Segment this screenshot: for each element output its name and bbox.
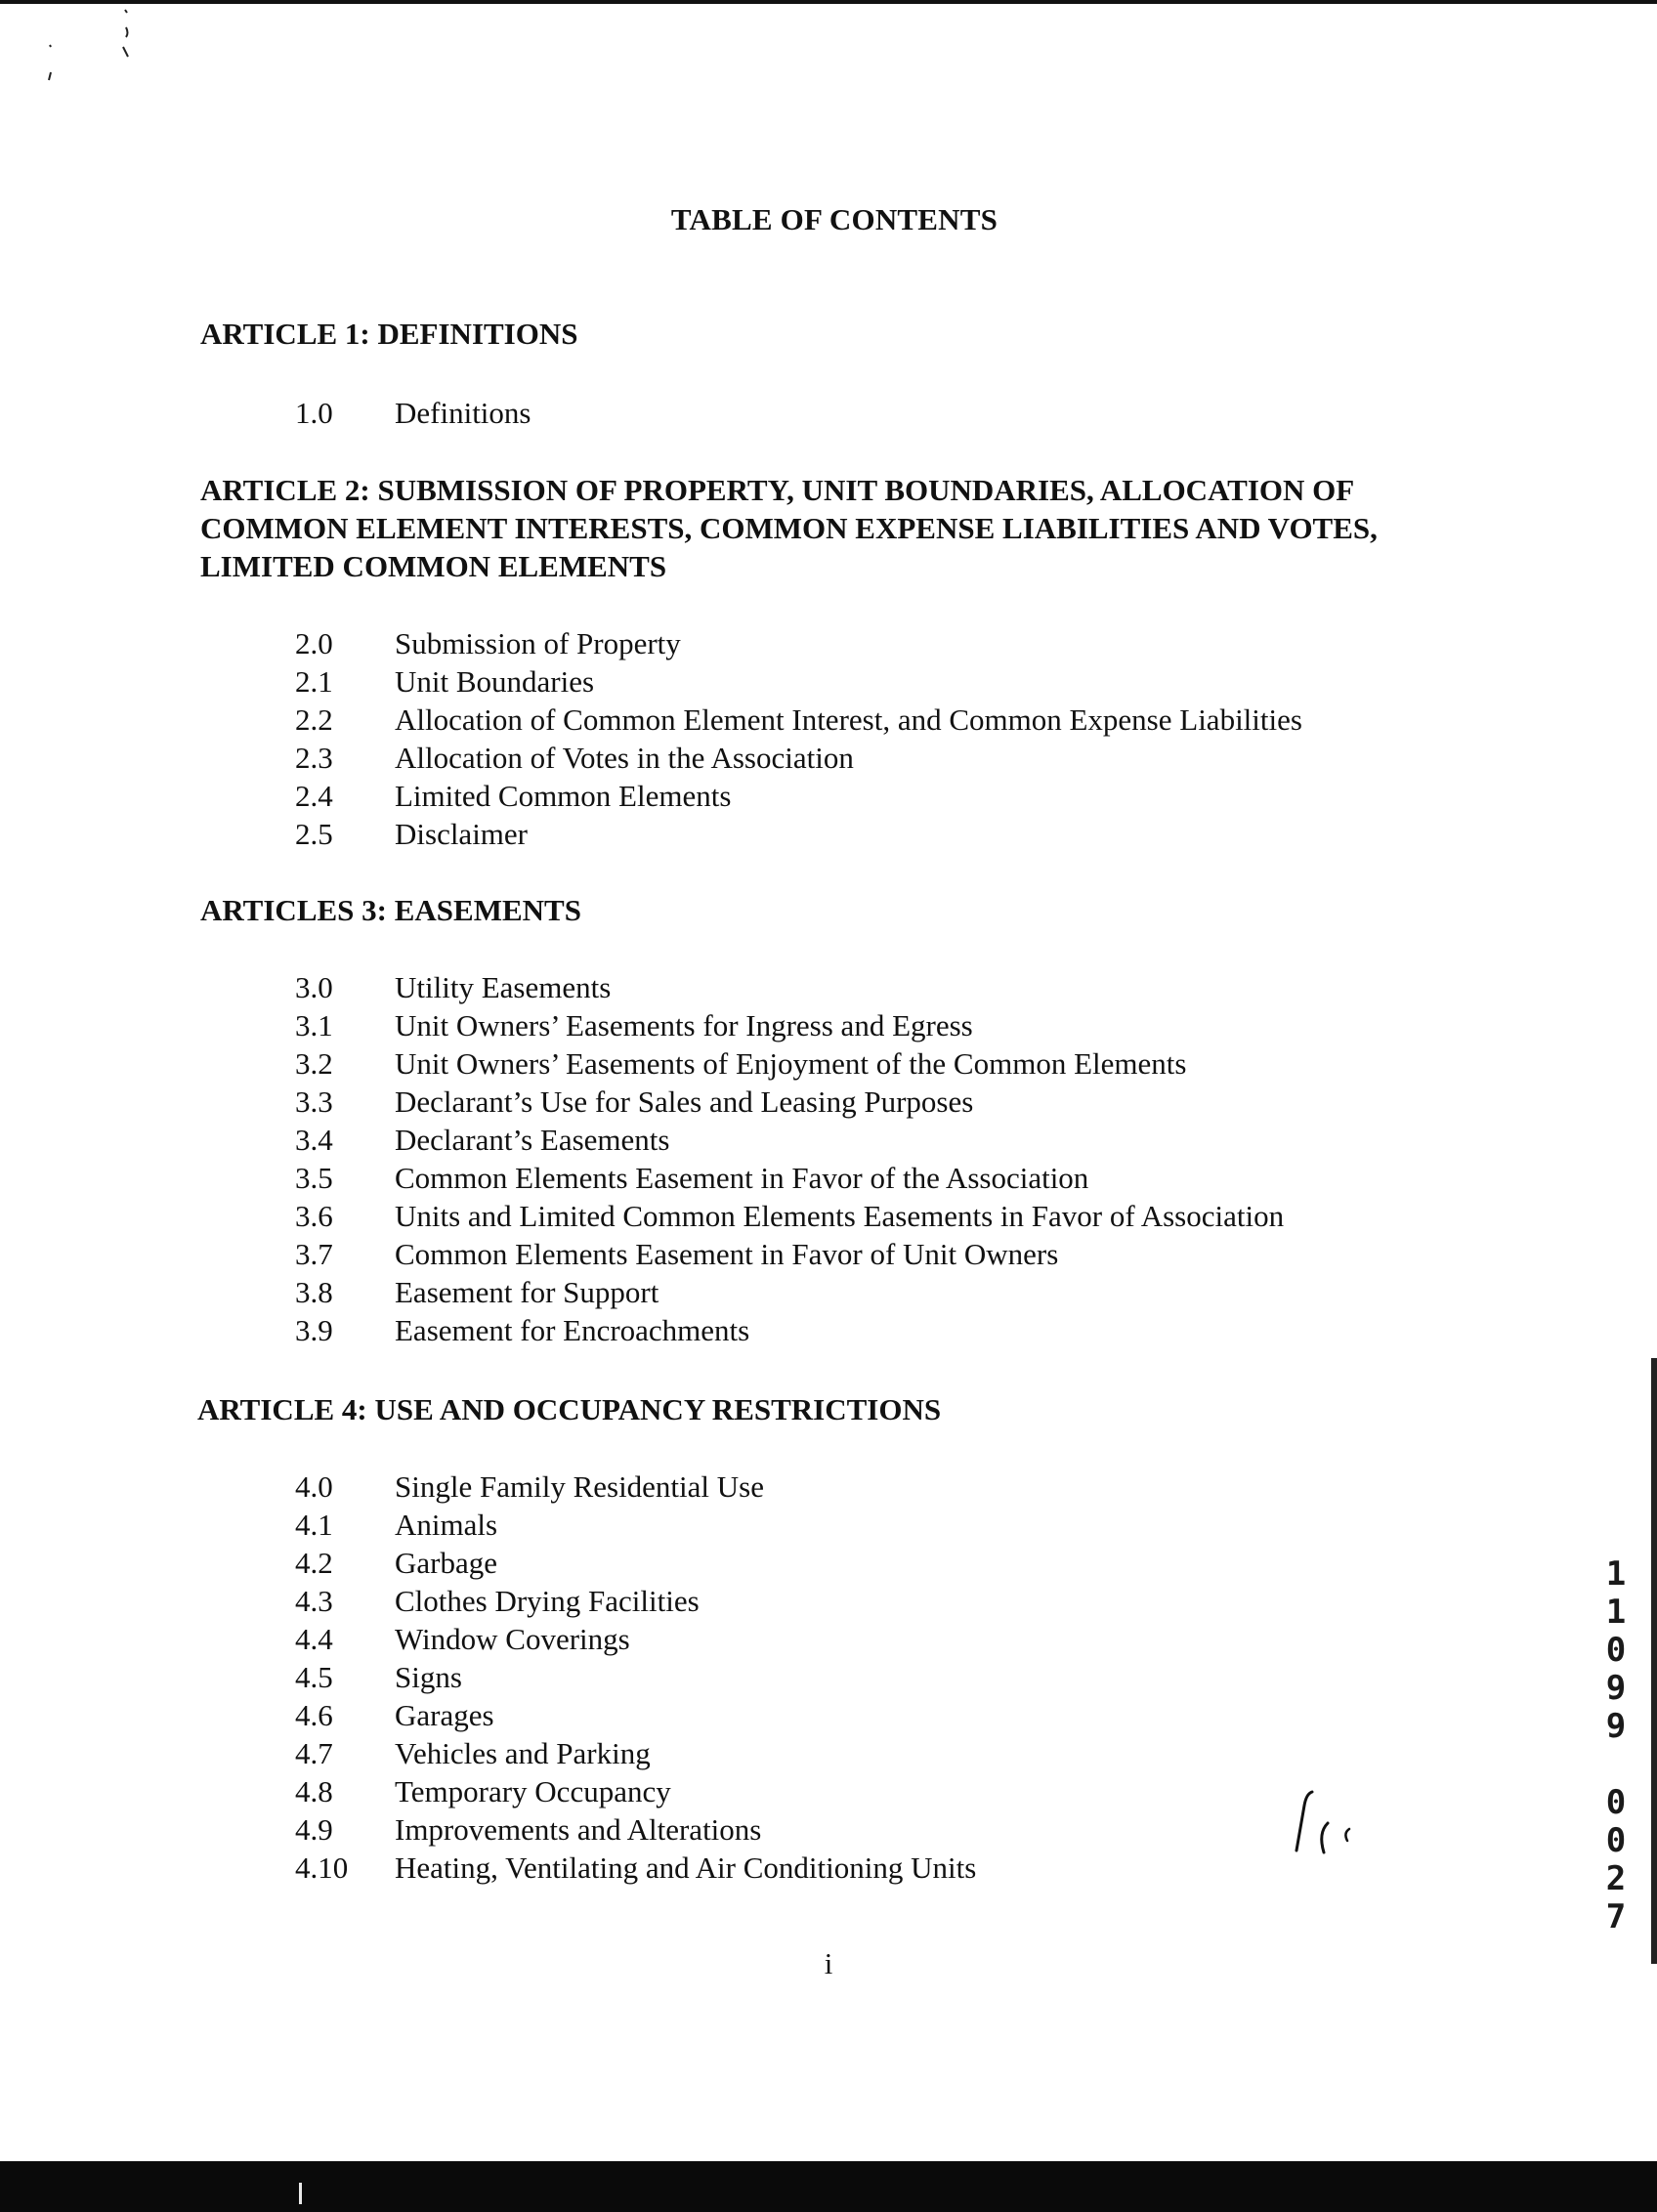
bates-digit: 9	[1605, 1707, 1627, 1746]
section-title: Declarant’s Use for Sales and Leasing Purposes	[395, 1085, 974, 1119]
toc-entry-3-8	[295, 1273, 659, 1311]
section-number: 3.2	[295, 1046, 333, 1081]
toc-entry-3-0	[295, 968, 611, 1006]
section-title: Easement for Support	[395, 1275, 659, 1309]
scan-bottom-band	[0, 2161, 1657, 2212]
toc-entry-4-7	[295, 1734, 651, 1772]
bates-digit: 0	[1605, 1821, 1627, 1860]
section-title: Declarant’s Easements	[395, 1123, 670, 1157]
article-heading-line: ARTICLE 1: DEFINITIONS	[200, 317, 578, 351]
section-number: 1.0	[295, 396, 333, 430]
scan-tick-mark	[299, 2183, 302, 2204]
section-number: 4.10	[295, 1850, 349, 1885]
section-number: 4.5	[295, 1660, 333, 1694]
section-title: Garbage	[395, 1546, 497, 1580]
section-title: Animals	[395, 1508, 498, 1542]
toc-entry-4-6	[295, 1696, 494, 1734]
toc-entry-4-3	[295, 1582, 700, 1620]
toc-entry-1-0	[295, 394, 531, 432]
section-title: Improvements and Alterations	[395, 1812, 762, 1847]
section-number: 4.7	[295, 1736, 333, 1770]
toc-entry-3-6	[295, 1197, 1284, 1235]
section-number: 4.3	[295, 1584, 333, 1618]
section-title: Disclaimer	[395, 817, 529, 851]
toc-entry-4-0	[295, 1468, 764, 1506]
toc-entry-3-7	[295, 1235, 1058, 1273]
bates-digit: 0	[1605, 1783, 1627, 1822]
section-title: Definitions	[395, 396, 531, 430]
section-title: Limited Common Elements	[395, 779, 732, 813]
section-title: Allocation of Votes in the Association	[395, 741, 854, 775]
bates-digit: 1	[1605, 1593, 1627, 1632]
section-number: 4.8	[295, 1774, 333, 1808]
article-heading-line: LIMITED COMMON ELEMENTS	[200, 549, 667, 583]
toc-entry-3-5	[295, 1159, 1088, 1197]
section-number: 2.5	[295, 817, 333, 851]
section-title: Unit Owners’ Easements of Enjoyment of the Common Elements	[395, 1046, 1187, 1081]
toc-entry-4-10	[295, 1849, 976, 1887]
article-4-heading	[197, 1390, 1497, 1428]
toc-entry-4-2	[295, 1544, 497, 1582]
section-number: 3.1	[295, 1008, 333, 1042]
section-number: 3.3	[295, 1085, 333, 1119]
article-heading-line: ARTICLE 2: SUBMISSION OF PROPERTY, UNIT BOUNDARIES, ALLOCATION OF	[200, 473, 1355, 507]
page-title: TABLE OF CONTENTS	[670, 202, 998, 236]
section-number: 2.4	[295, 779, 333, 813]
toc-entry-3-1	[295, 1006, 973, 1044]
toc-entry-4-8	[295, 1772, 671, 1810]
section-number: 3.4	[295, 1123, 333, 1157]
section-title: Submission of Property	[395, 626, 681, 660]
section-number: 4.2	[295, 1546, 333, 1580]
section-number: 3.5	[295, 1161, 333, 1195]
bates-digit: 1	[1605, 1554, 1627, 1594]
section-title: Allocation of Common Element Interest, and Common Expense Liabilities	[395, 702, 1302, 737]
toc-entry-3-2	[295, 1044, 1186, 1083]
section-number: 4.0	[295, 1469, 333, 1504]
bates-digit: 9	[1605, 1669, 1627, 1708]
handwritten-initial	[1285, 1788, 1373, 1866]
section-title: Easement for Encroachments	[395, 1313, 750, 1347]
section-number: 3.8	[295, 1275, 333, 1309]
section-number: 3.9	[295, 1313, 333, 1347]
section-number: 3.0	[295, 970, 333, 1004]
article-heading-line: ARTICLE 4: USE AND OCCUPANCY RESTRICTIONS	[197, 1392, 942, 1426]
toc-entry-2-4	[295, 777, 731, 815]
section-number: 3.7	[295, 1237, 333, 1271]
section-number: 4.4	[295, 1622, 333, 1656]
toc-entry-4-1	[295, 1506, 497, 1544]
section-title: Units and Limited Common Elements Easements in Favor of Association	[395, 1199, 1285, 1233]
article-2-heading	[200, 471, 1500, 585]
toc-entry-4-4	[295, 1620, 630, 1658]
bates-digit: 2	[1605, 1859, 1627, 1898]
toc-entry-2-3	[295, 739, 854, 777]
section-number: 2.2	[295, 702, 333, 737]
page-number: i	[824, 1946, 833, 1980]
section-title: Common Elements Easement in Favor of the Association	[395, 1161, 1089, 1195]
article-heading-line: ARTICLES 3: EASEMENTS	[200, 893, 581, 927]
section-title: Utility Easements	[395, 970, 612, 1004]
section-number: 2.3	[295, 741, 333, 775]
article-1-heading	[200, 315, 1500, 353]
section-title: Common Elements Easement in Favor of Unit Owners	[395, 1237, 1059, 1271]
section-number: 4.1	[295, 1508, 333, 1542]
toc-entry-2-5	[295, 815, 528, 853]
section-number: 3.6	[295, 1199, 333, 1233]
toc-entry-2-2	[295, 701, 1302, 739]
section-title: Signs	[395, 1660, 462, 1694]
article-heading-line: COMMON ELEMENT INTERESTS, COMMON EXPENSE LIABILITIES AND VOTES,	[200, 511, 1378, 545]
bates-digit: 0	[1605, 1631, 1627, 1670]
toc-entry-4-9	[295, 1810, 761, 1849]
section-title: Vehicles and Parking	[395, 1736, 651, 1770]
toc-entry-3-9	[295, 1311, 749, 1349]
section-number: 2.0	[295, 626, 333, 660]
section-number: 4.6	[295, 1698, 333, 1732]
bates-digit	[1599, 1746, 1633, 1784]
section-title: Single Family Residential Use	[395, 1469, 764, 1504]
section-number: 4.9	[295, 1812, 333, 1847]
toc-entry-2-1	[295, 662, 594, 701]
toc-entry-4-5	[295, 1658, 462, 1696]
section-title: Unit Owners’ Easements for Ingress and Egress	[395, 1008, 973, 1042]
section-number: 2.1	[295, 664, 333, 699]
bates-stamp	[1599, 1555, 1633, 1936]
scan-edge-mark	[1651, 1358, 1657, 1964]
page-top-border	[0, 0, 1657, 4]
toc-entry-2-0	[295, 624, 681, 662]
section-title: Temporary Occupancy	[395, 1774, 671, 1808]
section-title: Heating, Ventilating and Air Conditioning Units	[395, 1850, 977, 1885]
bates-digit: 7	[1605, 1897, 1627, 1936]
scan-speck-marks	[39, 8, 147, 86]
toc-entry-3-3	[295, 1083, 973, 1121]
section-title: Window Coverings	[395, 1622, 630, 1656]
section-title: Garages	[395, 1698, 494, 1732]
toc-entry-3-4	[295, 1121, 669, 1159]
section-title: Unit Boundaries	[395, 664, 595, 699]
article-3-heading	[200, 891, 1500, 929]
section-title: Clothes Drying Facilities	[395, 1584, 700, 1618]
